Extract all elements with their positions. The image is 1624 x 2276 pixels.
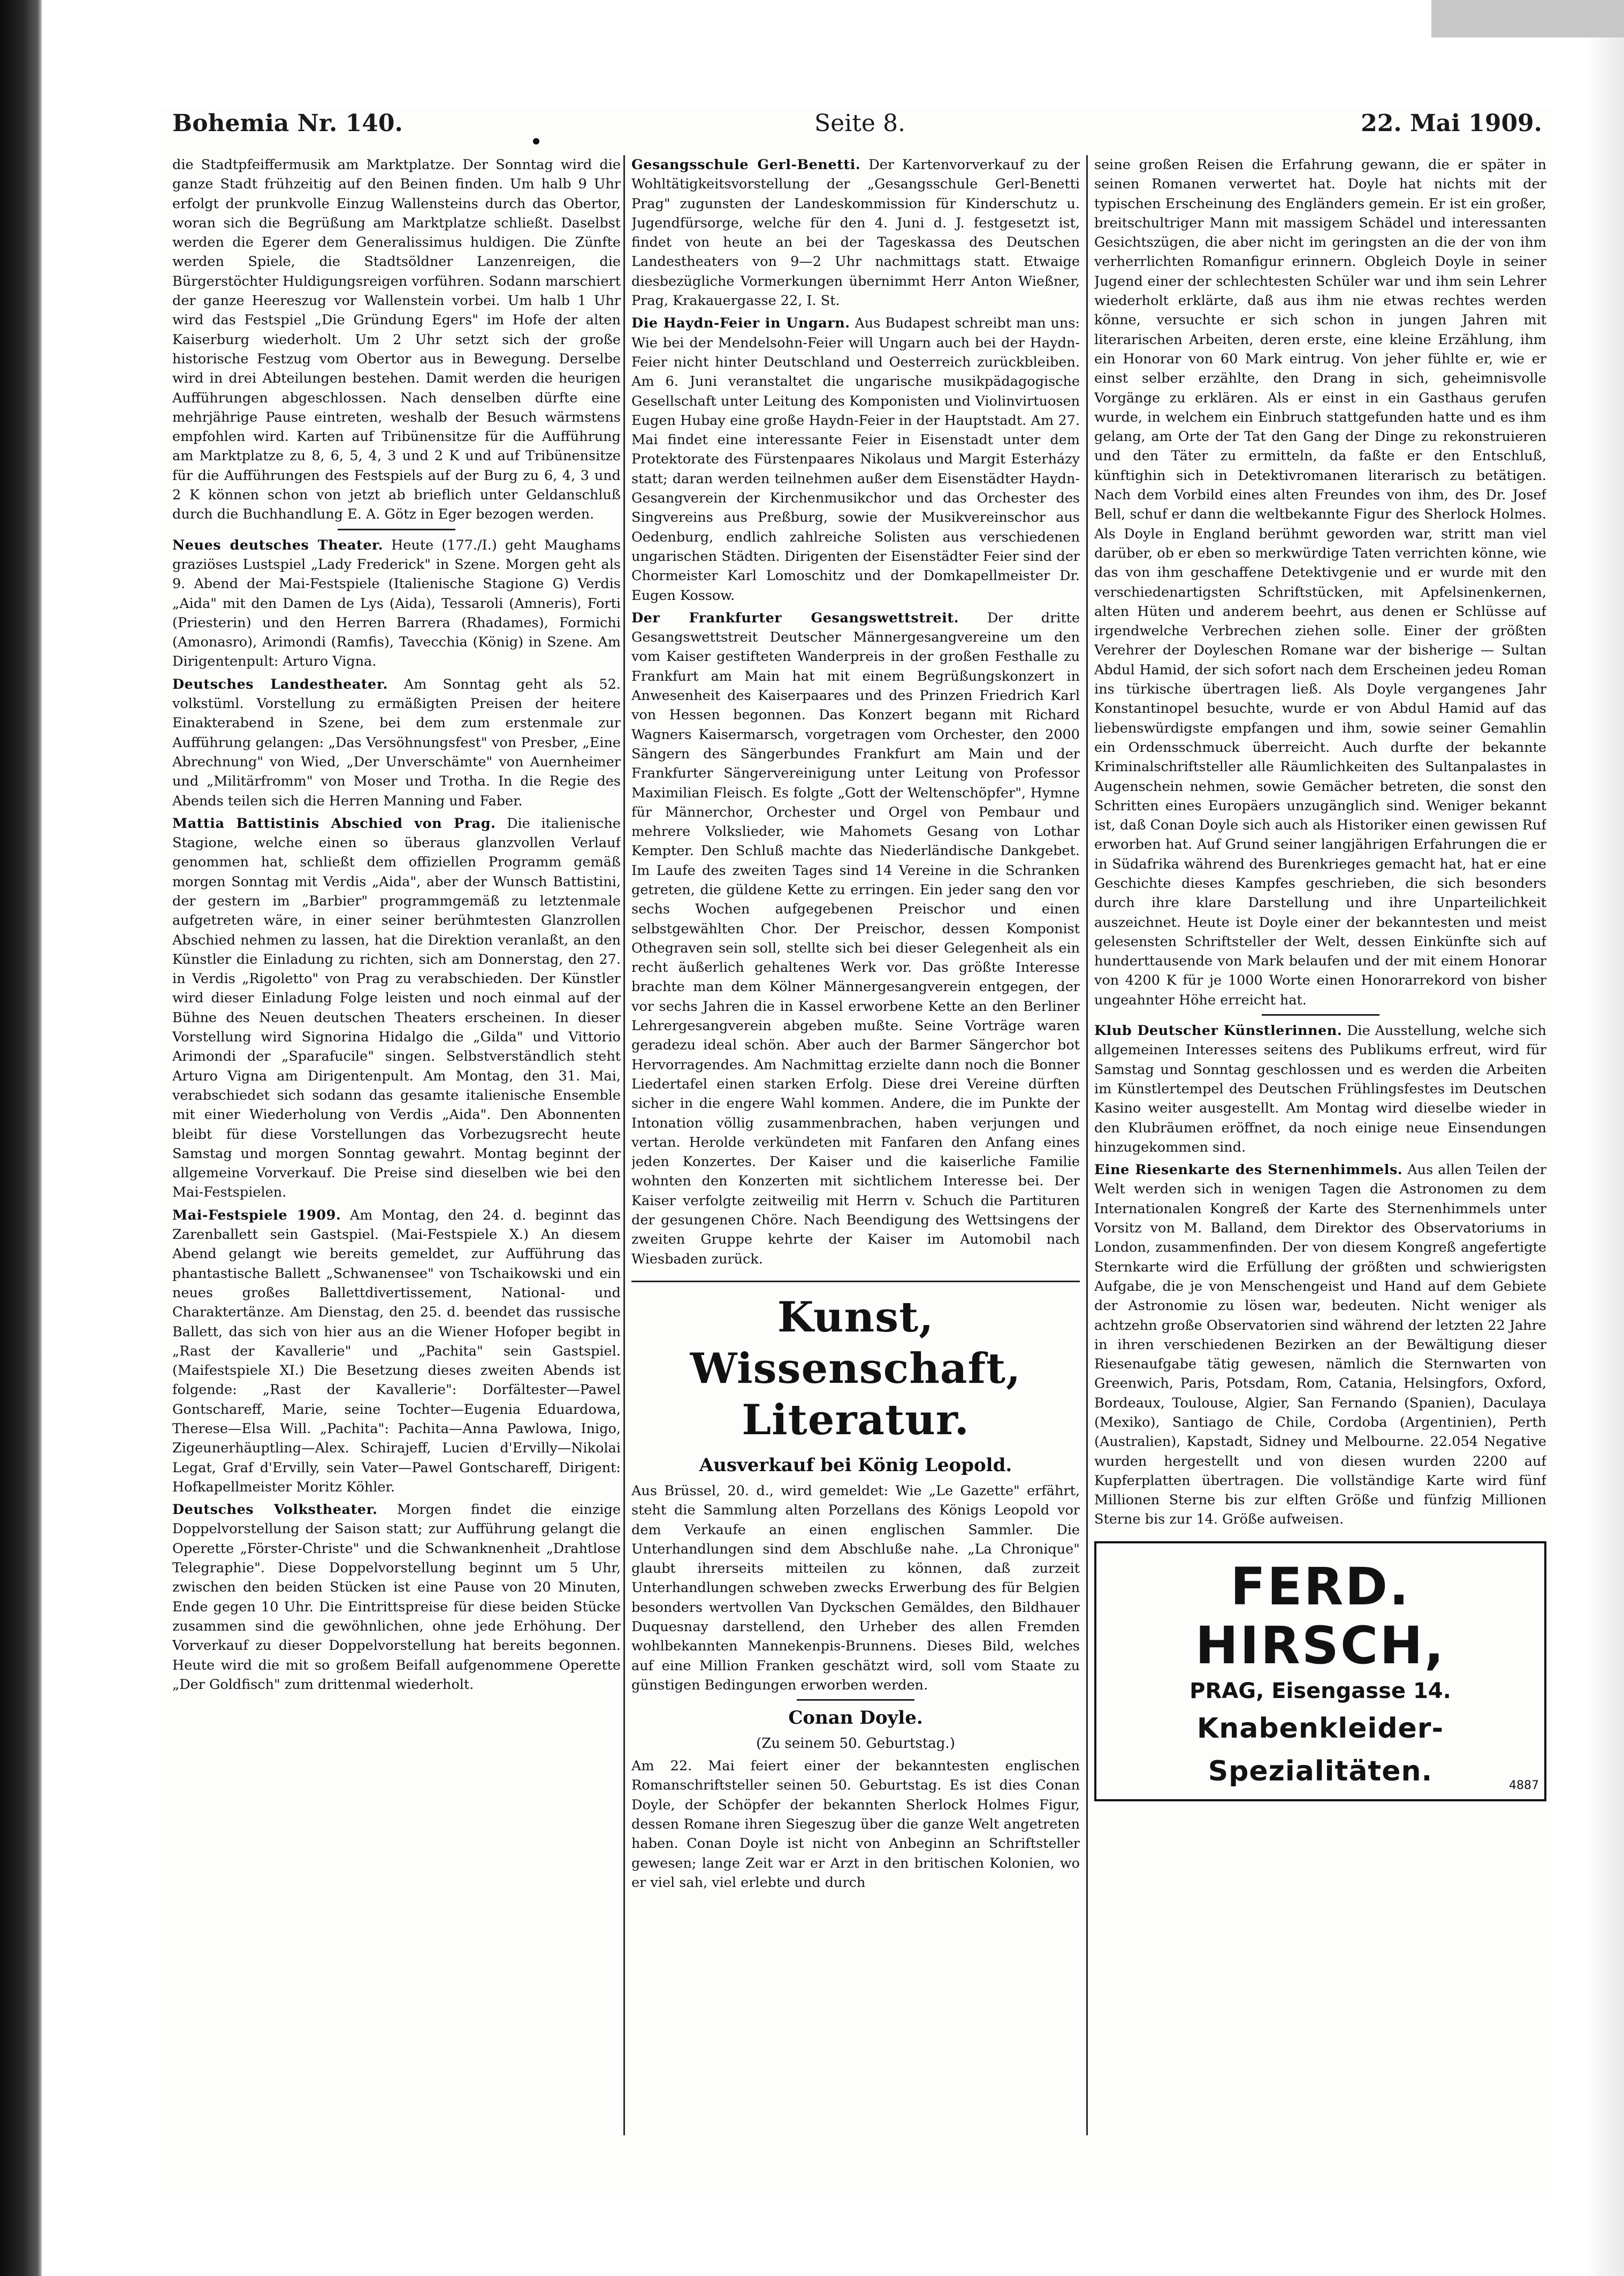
divider	[1262, 1014, 1379, 1016]
article-heading: Deutsches Volkstheater.	[172, 1502, 378, 1518]
article-text: die Stadtpfeiffermusik am Marktplatze. Der Sonntag wird die ganze Stadt frühzeitig auf den Beinen finden. Um halb 9 Uhr erfolgt der prunkvolle Einzug Wallensteins durch das Obertor, woran sich die Begrüßung am Marktplatze schließt. Daselbst werden die Egerer dem Generalissimus huldigen. Die Zünfte werden Spiele, die Stadtsöldner Lanzenreigen, die Bürgerstöchter Huldigungsreigen vorführen. Sodann marschiert der ganze Heereszug vor Wallenstein vorbei. Um halb 1 Uhr wird das Festspiel „Die Gründung Egers" im Hofe der alten Kaiserburg wiederholt. Um 2 Uhr setzt sich der große historische Festzug vom Obertor aus in Bewegung. Derselbe wird in drei Abteilungen bestehen. Damit werden die heurigen Aufführungen abgeschlossen. Nach denselben dürfte eine mehrjährige Pause eintreten, weshalb der Besuch wärmstens empfohlen wird. Karten auf Tribünensitze für die Aufführung am Marktplatze zu 8, 6, 5, 4, 3 und 2 K und auf Tribünensitze für die Aufführungen des Festspiels auf der Burg zu 6, 4, 3 und 2 K können schon von jetzt ab brieflich unter Geldanschluß durch die Buchhandlung E. A. Götz in Eger bezogen werden.	[172, 157, 621, 523]
article-text: Am Montag, den 24. d. beginnt das Zarenballett sein Gastspiel. (Mai-Festspiele X.) An diesem Abend gelangt wie bereits gemeldet, zur Aufführung das phantastische Ballett „Schwanensee" von Tschaikowski und ein neues großes Ballettdivertissement, National- und Charaktertänze. Am Dienstag, den 25. d. beendet das russische Ballett, das sich von hier aus an die Wiener Hofoper begibt in „Rast der Kavallerie" und „Pachita" sein Gastspiel. (Maifestspiele XI.) Die Besetzung dieses zweiten Abends ist folgende: „Rast der Kavallerie": Dorfältester—Pawel Gontschareff, Marie, seine Tochter—Eugenia Eduardowa, Therese—Elsa Will. „Pachita": Pachita—Anna Pawlowa, Inigo, Zigeunerhäuptling—Alex. Schirajeff, Lucien d'Ervilly—Nikolai Legat, Graf d'Ervilly, sein Vater—Pawel Gontschareff, Dirigent: Hofkapellmeister Moritz Köhler.	[172, 1207, 621, 1495]
article-text: Heute (177./I.) geht Maughams graziöses Lustspiel „Lady Frederick" in Szene. Morgen geht als 9. Abend der Mai-Festspiele (Italienische Stagione G) Verdis „Aida" mit den Damen de Lys (Aida), Tessaroli (Amneris), Forti (Priesterin) und den Herren Barrera (Rhadames), Formichi (Amonasro), Arimondi (Ramfis), Tavecchia (König) in Szene. Am Dirigentenpult: Arturo Vigna.	[172, 537, 621, 670]
page-number: Seite 8.	[814, 110, 905, 137]
article	[1094, 155, 1546, 1010]
article-heading: Eine Riesenkarte des Sternenhimmels.	[1094, 1162, 1403, 1178]
scan-border-left	[0, 0, 42, 2276]
issue-date: 22. Mai 1909.	[1361, 110, 1542, 137]
article-text: Am Sonntag geht als 52. volkstüml. Vorstellung zu ermäßigten Preisen der heitere Einakterabend in Szene, bei dem zum erstenmale zur Aufführung gelangen: „Das Versöhnungsfest" von Presber, „Eine Abrechnung" von Wied, „Der Unverschämte" von Auernheimer und „Militärfromm" von Moser und Trotha. In die Regie des Abends teilen sich die Herren Manning und Faber.	[172, 676, 621, 809]
column-1	[172, 155, 621, 2146]
article	[631, 1481, 1080, 1695]
column-3	[1094, 155, 1546, 2146]
divider	[797, 1699, 914, 1701]
column-rule	[1086, 155, 1088, 2135]
article-heading: Die Haydn-Feier in Ungarn.	[631, 315, 850, 332]
article-text: Morgen findet die einzige Doppelvorstellung der Saison statt; zur Aufführung gelangt die Operette „Förster-Christe" und die Schwanknenheit „Drahtlose Telegraphie". Diese Doppelvorstellung beginnt um 5 Uhr, zwischen den beiden Stücken ist eine Pause von 20 Minuten, Ende gegen 10 Uhr. Die Eintrittspreise für diese beiden Stücke zusammen sind die gewöhnlichen, ohne jede Erhöhung. Der Vorverkauf zu dieser Doppelvorstellung hat bereits begonnen. Heute wird die mit so großem Beifall aufgenommene Operette „Der Goldfisch" zum drittenmal wiederholt.	[172, 1502, 621, 1693]
ad-code: 4887	[1509, 1779, 1539, 1793]
advertiser-name: FERD. HIRSCH,	[1195, 1556, 1446, 1676]
advertiser-tagline: Knabenkleider-Spezialitäten.	[1196, 1712, 1444, 1787]
article-text: Aus Brüssel, 20. d., wird gemeldet: Wie „Le Gazette" erfährt, steht die Sammlung alten Porzellans des Königs Leopold vor dem Verkaufe an einen englischen Sammler. Die Unterhandlungen sind dem Abschluße nahe. „La Chronique" glaubt ihrerseits mitteilen zu können, daß zurzeit Unterhandlungen schweben zwecks Erwerbung des für Belgien besonders wertvollen Van Dyckschen Gemäldes, den Bildhauer Duquesnay darstellend, den Urheber des allen Fremden wohlbekannten Mannekenpis-Brunnens. Dieses Bild, welches auf eine Million Franken geschätzt wird, soll vom Staate zu günstigen Bedingungen erworben werden.	[631, 1482, 1080, 1693]
article	[1094, 1160, 1546, 1529]
divider	[338, 529, 455, 530]
scan-border-right	[1587, 0, 1624, 2276]
article-title: Ausverkauf bei König Leopold.	[699, 1454, 1012, 1476]
article-heading: Gesangsschule Gerl-Benetti.	[631, 157, 861, 173]
article	[172, 155, 621, 524]
publication-issue: Bohemia Nr. 140.	[172, 110, 403, 137]
section-title: Kunst, Wissenschaft, Literatur.	[631, 1281, 1080, 1446]
article	[172, 1206, 621, 1497]
advertiser-address: PRAG, Eisengasse 14.	[1190, 1678, 1451, 1703]
scan-corner	[1431, 0, 1624, 37]
article	[172, 536, 621, 672]
article-subtitle: (Zu seinem 50. Geburtstag.)	[756, 1735, 955, 1752]
article-heading: Der Frankfurter Gesangswettstreit.	[631, 610, 959, 626]
article	[631, 1756, 1080, 1892]
article-text: Am 22. Mai feiert einer der bekanntesten englischen Romanschriftsteller seinen 50. Geburtstag. Es ist dies Conan Doyle, der Schöpfer der bekannten Sherlock Holmes Figur, dessen Romane ihren Siegeszug über die ganze Welt angetreten haben. Conan Doyle ist nicht von Anbeginn an Schriftsteller gewesen; lange Zeit war er Arzt in den britischen Kolonien, wo er viel sah, viel erlebte und durch	[631, 1758, 1080, 1891]
article	[631, 155, 1080, 310]
article-heading: Mattia Battistinis Abschied von Prag.	[172, 815, 496, 832]
article-text: Aus Budapest schreibt man uns: Wie bei der Mendelsohn-Feier will Ungarn auch bei der Haydn-Feier nicht hinter Deutschland und Oesterreich zurückbleiben. Am 6. Juni veranstaltet die ungarische musikpädagogische Gesellschaft unter Leitung des Komponisten und Violinvirtuosen Eugen Hubay eine große Haydn-Feier in der Hauptstadt. Am 27. Mai findet eine interessante Feier in Eisenstadt unter dem Protektorate des Fürstenpaares Nikolaus und Margit Esterházy statt; daran werden teilnehmen außer dem Eisenstädter Haydn-Gesangverein der Kirchenmusikchor und das Orchester des Singvereins aus Preßburg, sowie der Musikvereinschor aus Oedenburg, endlich zahlreiche Solisten aus verschiedenen ungarischen Städten. Dirigenten der Eisenstädter Feier sind der Chormeister Karl Lomoschitz und der Domkapellmeister Dr. Eugen Kossow.	[631, 315, 1080, 604]
article-text: Die italienische Stagione, welche einen so überaus glanzvollen Verlauf genommen hat, schließt dem offiziellen Programm gemäß morgen Sonntag mit Verdis „Aida", aber der Wunsch Battistini, der gestern im „Barbier" programmgemäß zu letztenmale aufgetreten wäre, in einer seiner berühmtesten Glanzrollen Abschied nehmen zu lassen, hat die Direktion veranlaßt, an den Künstler die Einladung zu richten, sich am Donnerstag, den 27. in Verdis „Rigoletto" von Prag zu verabschieden. Der Künstler wird dieser Einladung Folge leisten und noch einmal auf der Bühne des Neuen deutschen Theaters erscheinen. In dieser Vorstellung wird Signorina Hidalgo die „Gilda" und Vittorio Arimondi der „Sparafucile" singen. Selbstverständlich steht Arturo Vigna am Dirigentenpult. Am Montag, den 31. Mai, verabschiedet sich sodann das gesamte italienische Ensemble mit einer Wiederholung von Verdis „Aida". Den Abonnenten bleibt für diese Vorstellungen das Vorbezugsrecht heute Samstag und morgen Sonntag gewahrt. Montag beginnt der allgemeine Vorverkauf. Die Preise sind dieselben wie bei den Mai-Festspielen.	[172, 815, 621, 1201]
article-heading: Klub Deutscher Künstlerinnen.	[1094, 1023, 1343, 1039]
ink-dot	[533, 138, 539, 144]
article-text: Der dritte Gesangswettstreit Deutscher Männergesangvereine um den vom Kaiser gestifteten Wanderpreis in der großen Festhalle zu Frankfurt am Main hat mit einem Begrüßungskonzert in Anwesenheit des Kaiserpaares und des Prinzen Friedrich Karl von Hessen begonnen. Das Konzert begann mit Richard Wagners Kaisermarsch, vorgetragen vom Orchester, den 2000 Sängern des Sängerbundes Frankfurt am Main und der Frankfurter Sängervereinigung unter Leitung von Professor Maximilian Fleisch. Es folgte „Gott der Weltenschöpfer", Hymne für Männerchor, Orchester und Orgel von Pembaur und mehrere Volkslieder, wie Mahomets Gesang von Lothar Kempter. Den Schluß machte das Niederländische Dankgebet. Im Laufe des zweiten Tages sind 14 Vereine in die Schranken getreten, die güldene Kette zu erringen. Ein jeder sang den vor sechs Wochen aufgegebenen Preischor und einen selbstgewählten Chor. Der Preischor, dessen Komponist Othegraven sein soll, stellte sich bei dieser Gelegenheit als ein recht äußerlich gehaltenes Werk vor. Das größte Interesse brachte man dem Kölner Männergesangverein entgegen, der vor sechs Jahren die in Kassel erworbene Kette an den Berliner Lehrergesangverein abgeben mußte. Seine Vorträge waren geradezu ideal schön. Aber auch der Barmer Sängerchor bot Hervorragendes. Am Nachmittag erzielte dann noch die Bonner Liedertafel einen starken Erfolg. Diese drei Vereine dürften sicher in die engere Wahl kommen. Andere, die im Punkte der Intonation völlig zusammenbrachen, haben verjungen und vertan. Herolde verkündeten mit Fanfaren den Anfang eines jeden Konzertes. Der Kaiser und die kaiserliche Familie wohnten den Konzerten mit sichtlichem Interesse bei. Der Kaiser verfolgte zeitweilig mit Herrn v. Schuch die Partituren der gesungenen Chöre. Nach Beendigung des Wettsingens der zweiten Gruppe kehrte der Kaiser im Automobil nach Wiesbaden zurück.	[631, 610, 1080, 1267]
column-rule	[623, 155, 625, 2135]
article	[172, 675, 621, 811]
article-text: Aus allen Teilen der Welt werden sich in wenigen Tagen die Astronomen zu dem Internationalen Kongreß der Karte des Sternenhimmels unter Vorsitz von M. Balland, dem Direktor des Observatoriums in London, zusammenfinden. Der von diesem Kongreß angefertigte Sternkarte wird die Erfüllung der größten und schwierigsten Aufgabe, die je von Menschengeist und Hand auf dem Gebiete der Astronomie zu lösen war, bedeuten. Nicht weniger als achtzehn große Observatorien sind während der letzten 22 Jahre in ihren verschiedenen Bezirken an der Bewältigung dieser Riesenaufgabe tätig gewesen, nämlich die Sternwarten von Greenwich, Paris, Potsdam, Rom, Catania, Helsingfors, Oxford, Bordeaux, Toulouse, Algier, San Fernando (Spanien), Daculaya (Mexiko), Santiago de Chile, Cordoba (Argentinien), Perth (Australien), Kapstadt, Sidney und Melbourne. 22.054 Negative wurden hergestellt und von diesen wurden 2200 auf Kupferplatten übertragen. Die vollständige Karte wird fünf Millionen Sterne bis zur elften Größe und fünfzig Millionen Sterne bis zur 14. Größe aufweisen.	[1094, 1162, 1546, 1528]
article-text: seine großen Reisen die Erfahrung gewann, die er später in seinen Romanen verwertet hat. Doyle hat nichts mit der typischen Erscheinung des Engländers gemein. Er ist ein großer, breitschultriger Mann mit massigem Schädel und interessanten Gesichtszügen, die aber nicht im geringsten an die der von ihm verherrlichten Romanfigur erinnern. Obgleich Doyle in seiner Jugend einer der schlechtesten Schüler war und ihm sein Lehrer wiederholt erklärte, daß aus ihm nie etwas rechtes werden könne, versuchte er sich schon in jungen Jahren mit literarischen Arbeiten, deren erste, eine kleine Erzählung, ihm ein Honorar von 60 Mark eintrug. Von jeher fühlte er, wie er einst selber erzählte, den Drang in sich, geheimnisvolle Vorgänge zu erklären. Als er einst in ein Gasthaus gerufen wurde, in welchem ein Einbruch stattgefunden hatte und es ihm gelang, am Orte der Tat den Gang der Dinge zu rekonstruieren und den Täter zu ermitteln, da faßte er den Entschluß, künftighin sich in Detektivromanen literarisch zu betätigen. Nach dem Vorbild eines alten Freundes von ihm, des Dr. Josef Bell, schuf er dann die weltbekannte Figur des Sherlock Holmes. Als Doyle in England berühmt geworden war, stritt man viel darüber, ob er eben so merkwürdige Taten verrichten könne, wie das von ihm geschaffene Detektivgenie und er wurde mit den verschiedenartigsten Schriftstücken, mit Apfelsinenkernen, alten Hüten und anderem beehrt, aus denen er Schlüsse auf irgendwelche Verbrechen ziehen solle. Einer der größten Verehrer der Doyleschen Romane war der bisherige — Sultan Abdul Hamid, der sich sofort nach dem Erscheinen jedeu Roman ins türkische übertragen ließ. Als Doyle vergangenes Jahr Konstantinopel besuchte, wurde er von Abdul Hamid auf das liebenswürdigste empfangen und ihm, sowie seiner Gemahlin ein Ordensschmuck überreicht. Auch durfte der bekannte Kriminalschriftsteller alle Räumlichkeiten des Sultanpalastes in Augenschein nehmen, sowie Gemächer betreten, die sonst den Schritten eines Europäers unzugänglich sind. Weniger bekannt ist, daß Conan Doyle sich auch als Historiker einen gewissen Ruf erworben hat. Auf Grund seiner langjährigen Erfahrungen die er in Südafrika während des Burenkrieges gemacht hat, hat er eine Geschichte dieses Kampfes geschrieben, die sich besonders durch ihre klare Darstellung und ihre Unparteilichkeit auszeichnet. Heute ist Doyle einer der bekanntesten und meist gelesensten Schriftsteller der Welt, dessen Einkünfte sich auf hunderttausende von Mark belaufen und der mit einem Honorar von 4200 K für je 1000 Worte einen Honorarrekord von bisher ungeahnter Höhe erreicht hat.	[1094, 157, 1546, 1008]
column-2	[631, 155, 1080, 2146]
article-text: Der Kartenvorverkauf zu der Wohltätigkeitsvorstellung der „Gesangsschule Gerl-Benetti Prag" zugunsten der Landeskommission für Kinderschutz u. Jugendfürsorge, welche für den 4. Juni d. J. festgesetzt ist, findet von heute an bei der Tageskassa des Deutschen Landestheaters von 9—2 Uhr nachmittags statt. Etwaige diesbezügliche Vormerkungen übernimmt Herr Anton Wießner, Prag, Krakauergasse 22, I. St.	[631, 157, 1080, 309]
article	[172, 814, 621, 1202]
article	[1094, 1021, 1546, 1157]
article-heading: Mai-Festspiele 1909.	[172, 1207, 341, 1223]
page-header	[172, 110, 1542, 142]
article-heading: Deutsches Landestheater.	[172, 676, 388, 692]
advertisement	[1094, 1541, 1546, 1801]
article	[631, 608, 1080, 1269]
article-title: Conan Doyle.	[788, 1707, 923, 1729]
article	[631, 314, 1080, 605]
article	[172, 1500, 621, 1694]
article-heading: Neues deutsches Theater.	[172, 537, 384, 553]
article-text: Die Ausstellung, welche sich allgemeinen Interesses seitens des Publikums erfreut, wird für Samstag und Sonntag geschlossen und es werden die Arbeiten im Künstlertempel des Deutschen Frühlingsfestes im Deutschen Kasino weiter ausgestellt. Am Montag wird dieselbe wieder in den Klubräumen eröffnet, da noch einige neue Einsendungen hinzugekommen sind.	[1094, 1023, 1546, 1155]
